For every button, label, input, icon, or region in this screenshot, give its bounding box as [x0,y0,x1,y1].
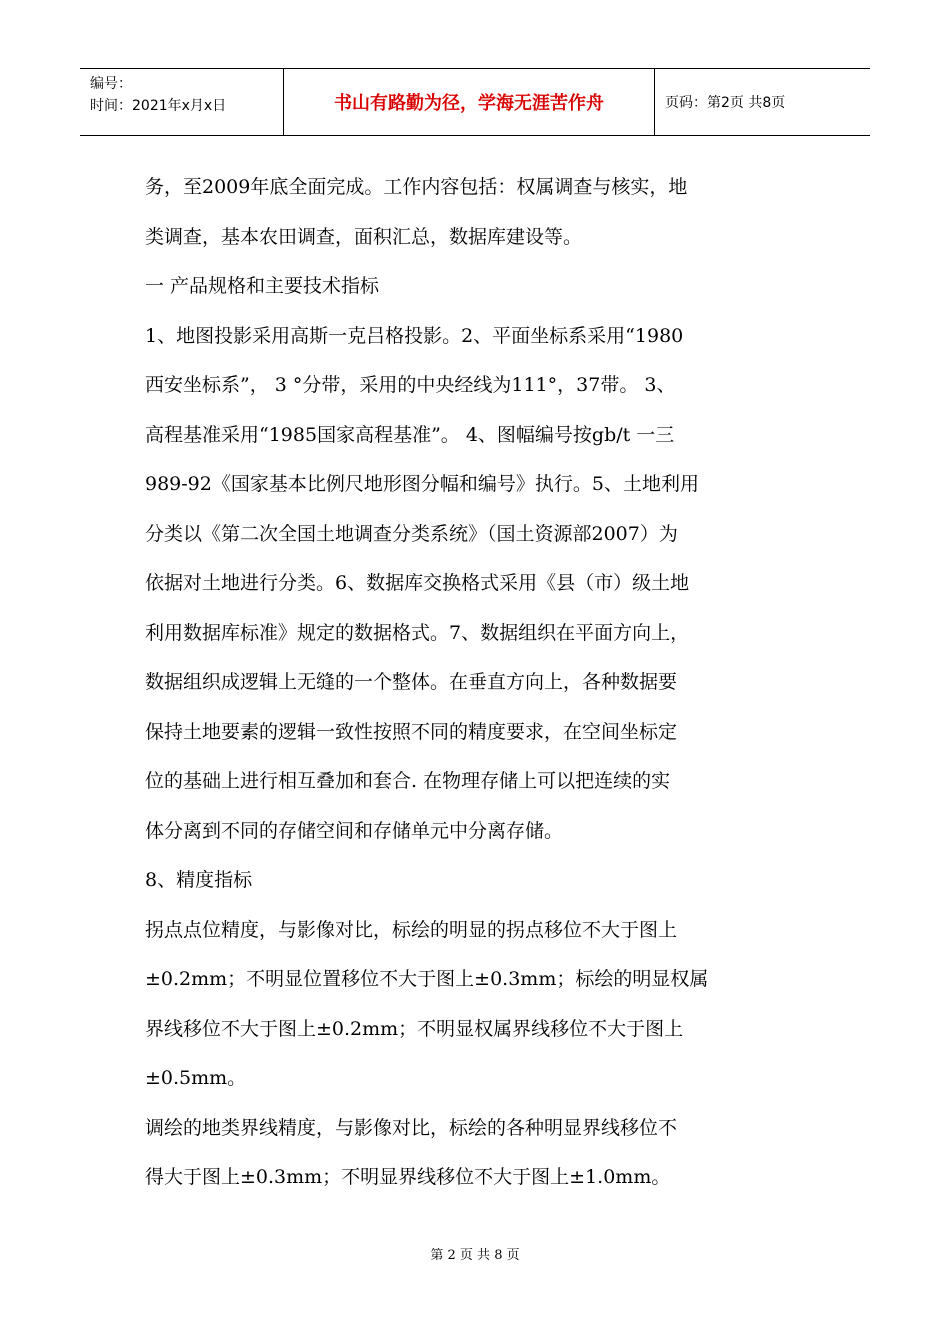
document-body [145,163,795,1203]
subsection-heading: 8、精度指标 [145,869,253,891]
body-line: 依据对土地进行分类。6、数据库交换格式采用《县（市）级土地 [145,572,690,594]
section-heading: 一 产品规格和主要技术指标 [145,275,380,297]
body-line: 分类以《第二次全国土地调查分类系统》（国土资源部2007）为 [145,522,678,545]
body-line: 高程基准采用“1985国家高程基准”。 4、图幅编号按gb/t 一三 [145,423,675,446]
page-header [80,68,870,136]
body-line: 位的基础上进行相互叠加和套合. 在物理存储上可以把连续的实 [145,770,671,792]
body-line: 保持土地要素的逻辑一致性按照不同的精度要求，在空间坐标定 [145,720,678,743]
body-line: 989-92《国家基本比例尺地形图分幅和编号》执行。5、土地利用 [145,473,699,495]
body-line: 拐点点位精度，与影像对比，标绘的明显的拐点移位不大于图上 [145,918,678,941]
body-line: 界线移位不大于图上±0.2mm；不明显权属界线移位不大于图上 [145,1017,684,1040]
body-line: ±0.2mm；不明显位置移位不大于图上±0.3mm；标绘的明显权属 [145,968,709,990]
body-line: 利用数据库标准》规定的数据格式。7、数据组织在平面方向上， [145,621,690,644]
body-line: 西安坐标系”， 3 °分带，采用的中央经线为111°，37带。 3、 [145,374,676,396]
header-left-cell [80,69,283,135]
document-date: 时间：2021年x月x日 [90,98,227,114]
body-line: 体分离到不同的存储空间和存储单元中分离存储。 [145,819,564,842]
body-line: 1、地图投影采用高斯一克吕格投影。2、平面坐标系采用“1980 [145,324,684,347]
body-line: 数据组织成逻辑上无缝的一个整体。在垂直方向上，各种数据要 [145,671,678,693]
body-line: 务，至2009年底全面完成。工作内容包括：权属调查与核实，地 [145,176,688,198]
page-footer: 第 2 页 共 8 页 [430,1248,520,1263]
body-line: 调绘的地类界线精度，与影像对比，标绘的各种明显界线移位不 [145,1116,678,1139]
body-line: ±0.5mm。 [145,1067,247,1089]
header-page-code: 页码：第2页 共8页 [665,95,786,111]
header-motto: 书山有路勤为径，学海无涯苦作舟 [283,69,655,135]
body-line: 得大于图上±0.3mm；不明显界线移位不大于图上±1.0mm。 [145,1166,671,1188]
body-line: 类调查，基本农田调查，面积汇总，数据库建设等。 [145,225,583,248]
document-number-label: 编号： [90,76,132,92]
